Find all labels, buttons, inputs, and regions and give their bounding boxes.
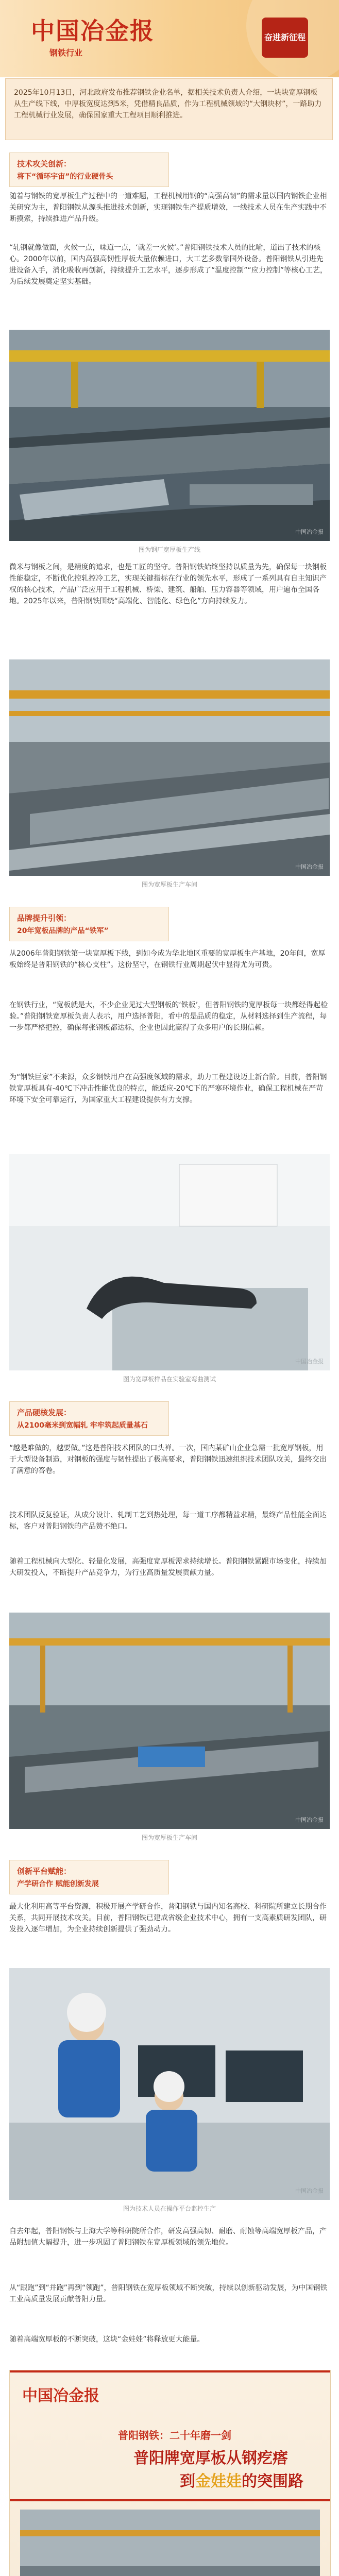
control-room-photo xyxy=(9,1968,330,2200)
intro-paragraph: 2025年10月13日，河北政府发布推荐钢铁企业名单，据相关技术负责人介绍，一块块宽厚钢板从生产线下线，中厚板宽度达到5米，凭借精良品质，作为工程机械领域的“大钢块材”，一路助力工程机械行业发展，确保国家重大工程项目顺利推进。 xyxy=(5,78,333,140)
section-3-title: 产品硬核发展： xyxy=(17,1408,72,1417)
section-4-para-1: 最大化利用高等平台资源，积极开展产学研合作，普阳钢铁与国内知名高校、科研院所建立长期合作关系，共同开展技术攻关。目前，普阳钢铁已建成省级企业技术中心，拥有一支高素质研发团队，研发投入逐年增加，为企业持续创新提供了强劲动力。 xyxy=(9,1903,327,1934)
section-1-para-2: “轧钢就像做面，火候一点，味道一点，‘就差一火候’。”普阳钢铁技术人员的比喻，道出了技术的核心。2000年以前，国内高强高韧性厚板大量依赖进口，大工艺多数靠国外设备。普阳钢铁从引进先进设备入手，消化吸收再创新，持续提升工艺水平，逐步形成了“温度控制”“应力控制”等核心工艺，为后续发展奠定坚实基础。 xyxy=(9,244,328,286)
workshop-photo xyxy=(9,659,330,876)
photo-watermark: 中国冶金报 xyxy=(295,863,324,870)
section-4-subtitle: 产学研合作 赋能创新发展 xyxy=(17,1880,99,1888)
section-2-subtitle: 20年宽板品牌的产品“铁军” xyxy=(17,927,109,935)
news-headline-3-pre: 到 xyxy=(180,2472,195,2490)
section-1-para-3: 微米与钢板之间，是精度的追求，也是工匠的坚守。普阳钢铁始终坚持以质量为先，确保每一块钢板性能稳定，不断优化控轧控冷工艺，实现关键指标在行业的领先水平，形成了一系列具有自主知识产权的核心技术，产品广泛应用于工程机械、桥梁、建筑、船舶、压力容器等领域，用户遍布全国各地。2025年以来，普阳钢铁围绕“高端化、智能化、绿色化”方向持续发力。 xyxy=(9,563,327,605)
section-1-title: 技术攻关创新： xyxy=(17,159,72,168)
section-3-para-1: “越是难做的，越要做。”这是普阳技术团队的口头禅。一次，国内某矿山企业急需一批宽厚钢板，用于大型设备制造，对钢板的强度与韧性提出了极高要求，普阳钢铁迅速组织技术团队攻关，最终交出了满意的答卷。 xyxy=(9,1444,327,1475)
newspaper-page-image xyxy=(9,2370,331,2576)
header-title: 中国冶金报 xyxy=(31,17,155,45)
bend-test-image xyxy=(9,1154,330,1370)
news-main-photo xyxy=(20,2510,320,2576)
section-3-subtitle: 从2100毫米到宽幅轧 牢牢筑起质量基石 xyxy=(17,1421,148,1430)
production-line-image xyxy=(9,1613,330,1829)
section-4-title: 创新平台赋能： xyxy=(17,1867,72,1876)
news-headline-3 xyxy=(180,2468,303,2491)
production-line-photo xyxy=(9,1613,330,1829)
photo-watermark: 中国冶金报 xyxy=(295,529,324,535)
bend-test-photo xyxy=(9,1154,330,1370)
section-3-para-2: 技术团队反复验证，从成分设计、轧制工艺到热处理，每一道工序都精益求精，最终产品性能全面达标，客户对普阳钢铁的产品赞不绝口。 xyxy=(9,1511,327,1531)
section-4-para-2: 自去年起，普阳钢铁与上海大学等科研院所合作，研发高强高韧、耐磨、耐蚀等高端宽厚板产品，产品附加值大幅提升，进一步巩固了普阳钢铁在宽厚板领域的领先地位。 xyxy=(9,2227,327,2247)
section-3-para-3: 随着工程机械向大型化、轻量化发展，高强度宽厚板需求持续增长。普阳钢铁紧跟市场变化，持续加大研发投入，不断提升产品竞争力，为行业高质量发展贡献力量。 xyxy=(9,1557,327,1577)
section-1-subtitle: 将下“循环宇宙”的行业硬骨头 xyxy=(17,173,113,181)
news-top-stripe xyxy=(10,2370,330,2372)
section-2-para-3: 为“钢铁巨家”不来源，众多钢铁用户在高强度领域的需求，助力工程建设迈上新台阶。目前，普阳钢铁宽厚板具有-40℃下冲击性能优良的特点，能适应-20℃下的严寒环境作业，确保工程机械在严苛环境下安全可靠运行，为国家重大工程建设提供有力支撑。 xyxy=(9,1073,327,1104)
header-subtitle: 钢铁行业 xyxy=(49,48,83,58)
caption-5: 图为技术人员在操作平台监控生产 xyxy=(123,2205,216,2212)
section-1-title-box xyxy=(9,152,169,187)
workshop-image xyxy=(9,659,330,876)
news-headline-3-highlight: 金娃娃 xyxy=(195,2472,242,2490)
news-headline-3-post: 的突围路 xyxy=(242,2472,303,2490)
section-3-title-box xyxy=(9,1401,169,1436)
header-badge: 奋进新征程 xyxy=(262,18,308,58)
news-headline-1: 普阳钢铁：二十年磨一剑 xyxy=(118,2429,231,2442)
steel-plate-image xyxy=(9,330,330,541)
section-4-title-box xyxy=(9,1860,169,1894)
news-mid-stripe xyxy=(10,2499,330,2501)
photo-watermark: 中国冶金报 xyxy=(295,1358,324,1365)
section-2-title: 品牌提升引领： xyxy=(17,913,72,923)
caption-4: 图为宽厚板生产车间 xyxy=(141,1834,197,1841)
control-room-image xyxy=(9,1968,330,2200)
section-2-para-2: 在钢铁行业，“宽板就是大，不少企业见过大型钢板的‘铁板’，但普阳钢铁的宽厚板每一块都经得起检验。”普阳钢铁宽厚板负责人表示，用户选择普阳，看中的是品质的稳定，从材料选择到生产流程，每一步都严格把控，确保每张钢板都达标，企业也因此赢得了众多用户的长期信赖。 xyxy=(9,1001,328,1032)
steel-plate-photo xyxy=(9,330,330,541)
caption-1: 图为钢厂宽厚板生产线 xyxy=(138,546,200,553)
header-banner xyxy=(0,0,339,77)
photo-watermark: 中国冶金报 xyxy=(295,1817,324,1823)
section-4-para-3: 从“跟跑”到“并跑”再到“领跑”，普阳钢铁在宽厚板领域不断突破，持续以创新驱动发展，为中国钢铁工业高质量发展贡献普阳力量。 xyxy=(9,2284,328,2303)
photo-watermark: 中国冶金报 xyxy=(295,2188,324,2194)
caption-2: 图为宽厚板生产车间 xyxy=(141,881,197,888)
news-banner-title: 中国冶金报 xyxy=(22,2387,99,2405)
section-2-para-1: 从2006年普阳钢铁第一块宽厚板下线，到如今成为华北地区重要的宽厚板生产基地，20年间，宽厚板始终是普阳钢铁的“核心支柱”。这份坚守，在钢铁行业周期起伏中显得尤为可贵。 xyxy=(9,950,326,969)
section-1-para-1: 随着与钢铁的宽厚板生产过程中的一道难题，工程机械用钢的“高强高韧”的需求量以国内钢铁企业相关研究为主，普阳钢铁从源头推进技术创新，实现钢铁生产提质增效，一线技术人员在生产实践中不断摸索，持续推进产品升级。 xyxy=(9,192,327,223)
section-2-title-box xyxy=(9,907,169,941)
closing-paragraph: 随着高端宽厚板的不断突破，这块“金娃娃”将释放更大能量。 xyxy=(9,2335,205,2344)
news-headline-2: 普阳牌宽厚板从钢疙瘩 xyxy=(133,2449,288,2467)
caption-3: 图为宽厚板样品在实验室弯曲测试 xyxy=(123,1376,216,1383)
